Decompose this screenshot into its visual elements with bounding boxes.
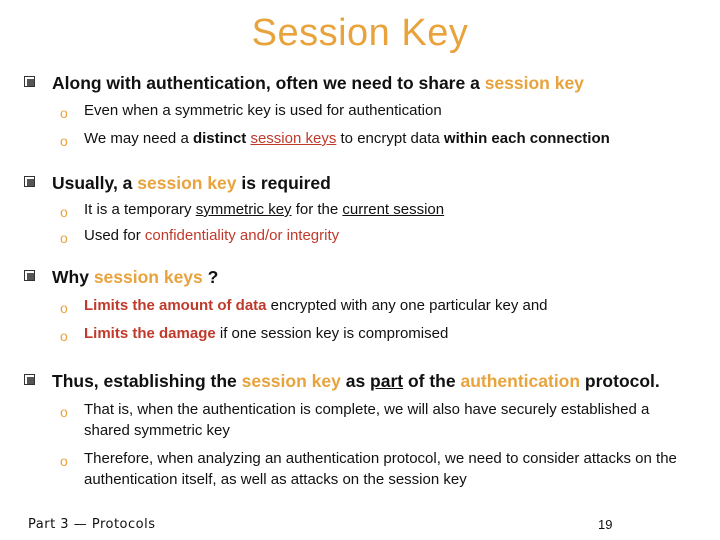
footer-section-label: Part 3 — Protocols bbox=[28, 517, 156, 532]
b1s2-highlight: session keys bbox=[250, 130, 337, 147]
b2s1-ul2: current session bbox=[342, 201, 445, 218]
bullet-2-text bbox=[52, 172, 331, 194]
circle-bullet-icon: o bbox=[60, 133, 68, 149]
square-bullet-icon bbox=[24, 270, 35, 281]
b3s1-highlight: Limits the amount of data bbox=[84, 297, 267, 314]
circle-bullet-icon: o bbox=[60, 105, 68, 121]
bullet-2-pre: Usually, a bbox=[52, 173, 138, 193]
bullet-3-sub-1-text bbox=[84, 295, 684, 316]
bullet-4-highlight-1: session key bbox=[241, 371, 341, 391]
b2s1-pre: It is a temporary bbox=[84, 201, 196, 218]
bullet-3-text bbox=[52, 266, 218, 288]
bullet-2-highlight: session key bbox=[137, 173, 237, 193]
bullet-4-pre: Thus, establishing the bbox=[52, 371, 242, 391]
bullet-1-highlight: session key bbox=[484, 73, 584, 93]
circle-bullet-icon: o bbox=[60, 204, 68, 220]
b1s2-bold: distinct bbox=[192, 130, 247, 147]
circle-bullet-icon: o bbox=[60, 328, 68, 344]
square-bullet-icon bbox=[24, 76, 35, 87]
b3s1-post: encrypted with any one particular key and bbox=[266, 297, 548, 314]
circle-bullet-icon: o bbox=[60, 230, 68, 246]
b1s2-pre: We may need a bbox=[84, 130, 193, 147]
b2s1-ul1: symmetric key bbox=[195, 201, 292, 218]
bullet-2-sub-2-text bbox=[84, 225, 684, 246]
b2s1-mid: for the bbox=[291, 201, 343, 218]
bullet-4-mid-1: as bbox=[340, 371, 371, 391]
bullet-4-highlight-2: authentication bbox=[460, 371, 581, 391]
b3s2-post: if one session key is compromised bbox=[215, 325, 449, 342]
b1s2-post: to encrypt data bbox=[336, 130, 444, 147]
b2s2-pre: Used for bbox=[84, 227, 145, 244]
slide-title: Session Key bbox=[251, 12, 469, 54]
bullet-2-post: is required bbox=[236, 173, 331, 193]
bullet-3-sub-2-text bbox=[84, 323, 684, 344]
page-number: 19 bbox=[598, 517, 613, 532]
bullet-3-highlight: session keys bbox=[93, 267, 203, 287]
square-bullet-icon bbox=[24, 176, 35, 187]
b1s2-bold2: within each connection bbox=[443, 130, 610, 147]
bullet-4-post: protocol. bbox=[580, 371, 660, 391]
bullet-4-sub-2-text: Therefore, when analyzing an authentication protocol, we need to consider attacks on the authentication itself, as well as attacks on the session key bbox=[84, 450, 677, 488]
bullet-2-sub-1-text bbox=[84, 199, 684, 220]
bullet-3-pre: Why bbox=[52, 267, 94, 287]
b3s2-highlight: Limits the damage bbox=[84, 325, 216, 342]
b2s2-highlight: confidentiality and/or integrity bbox=[144, 227, 340, 244]
bullet-1-sub-2-text bbox=[84, 128, 684, 149]
square-bullet-icon bbox=[24, 374, 35, 385]
bullet-4-text bbox=[52, 370, 660, 392]
circle-bullet-icon: o bbox=[60, 453, 68, 469]
circle-bullet-icon: o bbox=[60, 300, 68, 316]
bullet-4-underline: part bbox=[370, 371, 404, 391]
bullet-3-post: ? bbox=[202, 267, 219, 287]
bullet-1-sub-1-text: Even when a symmetric key is used for authentication bbox=[84, 102, 442, 119]
bullet-4-mid-2: of the bbox=[403, 371, 461, 391]
bullet-1-text bbox=[52, 72, 584, 94]
circle-bullet-icon: o bbox=[60, 404, 68, 420]
bullet-1-pre: Along with authentication, often we need to share a bbox=[52, 73, 485, 93]
bullet-4-sub-1-text: That is, when the authentication is complete, we will also have securely established a shared symmetric key bbox=[84, 401, 650, 439]
